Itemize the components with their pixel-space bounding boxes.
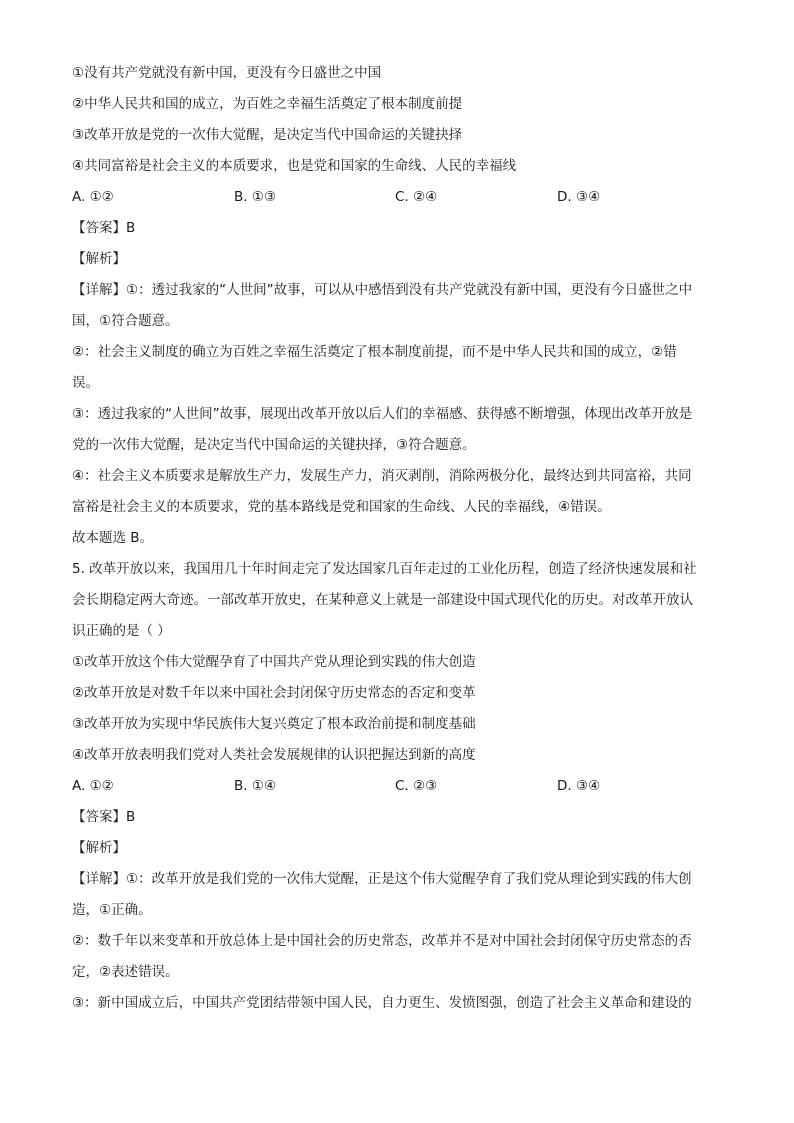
q5-statement-4: ④改革开放表明我们党对人类社会发展规律的认识把握达到新的高度: [72, 747, 476, 763]
q5-answer: 【答案】B: [72, 809, 136, 825]
q4-options: [72, 186, 724, 208]
q4-statement-1: ①没有共产党就没有新中国，更没有今日盛世之中国: [72, 65, 382, 81]
q4-statement-4: ④共同富裕是社会主义的本质要求，也是党和国家的生命线、人民的幸福线: [72, 158, 517, 174]
q5-stem-line: 会长期稳定两大奇迹。一部改革开放史，在某种意义上就是一部建设中国式现代化的历史。对改革开放认: [72, 592, 693, 608]
q4-statement-2: ②中华人民共和国的成立，为百姓之幸福生活奠定了根本制度前提: [72, 96, 463, 112]
q4-details: [72, 279, 724, 549]
document-page: [72, 62, 724, 1023]
q5-analysis-label: 【解析】: [72, 840, 126, 856]
q5-detail-line: ③：新中国成立后，中国共产党团结带领中国人民，自力更生、发愤图强，创造了社会主义革命和建设的: [72, 995, 692, 1011]
q5-stem-line: 识正确的是（ ）: [72, 623, 171, 639]
q4-option-b: B. ①③: [234, 189, 277, 205]
q5-option-b: B. ①④: [234, 778, 277, 794]
q5-stem-line: 5. 改革开放以来，我国用几十年时间走完了发达国家几百年走过的工业化历程，创造了经济快速发展和社: [72, 561, 697, 577]
q5-option-d: D. ③④: [557, 778, 601, 794]
q4-statements: [72, 62, 724, 177]
q4-detail-line: ②：社会主义制度的确立为百姓之幸福生活奠定了根本制度前提，而不是中华人民共和国的成立，②错: [72, 344, 677, 360]
q4-detail-line: 富裕是社会主义的本质要求，党的基本路线是党和国家的生命线、人民的幸福线，④错误。: [72, 499, 611, 515]
q4-detail-line: 党的一次伟大觉醒，是决定当代中国命运的关键抉择，③符合题意。: [72, 437, 476, 453]
q4-option-c: C. ②④: [395, 189, 438, 205]
q5-options: [72, 775, 724, 797]
q5-statements: [72, 651, 724, 766]
q5-detail-line: 【详解】①：改革开放是我们党的一次伟大觉醒，正是这个伟大觉醒孕育了我们党从理论到实践的伟大创: [72, 871, 692, 887]
q5-detail-line: ②：数千年以来变革和开放总体上是中国社会的历史常态，改革并不是对中国社会封闭保守历史常态的否: [72, 933, 692, 949]
q4-detail-line: ③：透过我家的“人世间”故事，展现出改革开放以后人们的幸福感、获得感不断增强，体现出改革开放是: [72, 406, 693, 422]
q5-detail-line: 造，①正确。: [72, 902, 152, 918]
q5-option-a: A. ①②: [72, 778, 114, 794]
q4-answer: 【答案】B: [72, 220, 136, 236]
q4-option-a: A. ①②: [72, 189, 114, 205]
q4-analysis-label: 【解析】: [72, 251, 126, 267]
q5-details: [72, 868, 724, 1014]
q4-detail-line: 【详解】①：透过我家的“人世间”故事，可以从中感悟到没有共产党就没有新中国，更没有今日盛世之中: [72, 282, 693, 298]
q4-option-d: D. ③④: [557, 189, 601, 205]
q4-detail-line: 误。: [72, 375, 99, 391]
q4-detail-line: 国，①符合题意。: [72, 313, 179, 329]
q4-detail-line: ④：社会主义本质要求是解放生产力，发展生产力，消灭剥削，消除两极分化，最终达到共同富裕，共同: [72, 468, 692, 484]
q5-option-c: C. ②③: [395, 778, 438, 794]
q5-statement-3: ③改革开放为实现中华民族伟大复兴奠定了根本政治前提和制度基础: [72, 716, 476, 732]
q5-detail-line: 定，②表述错误。: [72, 964, 179, 980]
q5-stem: [72, 558, 724, 642]
q4-conclusion: 故本题选 B。: [72, 530, 154, 546]
q4-statement-3: ③改革开放是党的一次伟大觉醒，是决定当代中国命运的关键抉择: [72, 127, 463, 143]
q5-statement-2: ②改革开放是对数千年以来中国社会封闭保守历史常态的否定和变革: [72, 685, 476, 701]
q5-statement-1: ①改革开放这个伟大觉醒孕育了中国共产党从理论到实践的伟大创造: [72, 654, 476, 670]
